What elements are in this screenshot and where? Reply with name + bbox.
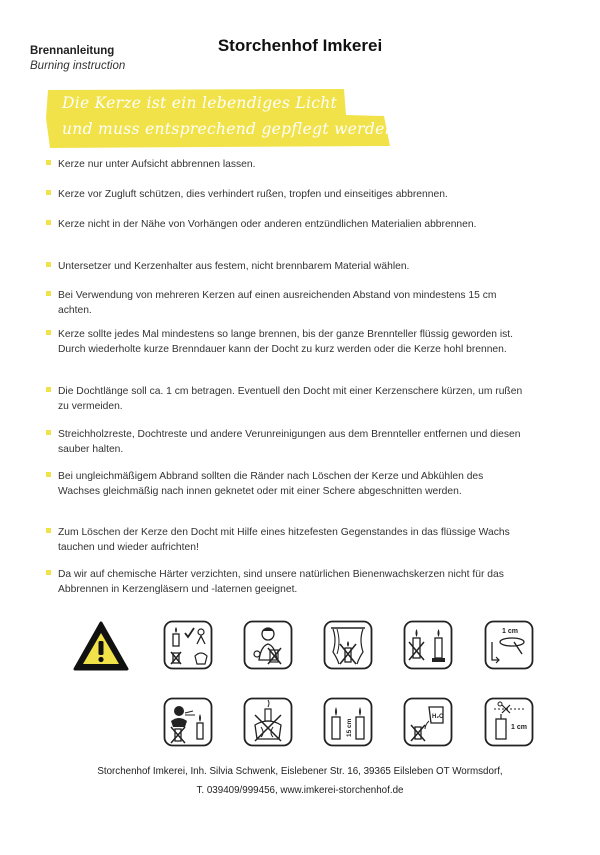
bullet (46, 262, 51, 267)
no-flammable-objects-icon (243, 697, 293, 747)
list-item: Kerze nicht in der Nähe von Vorhängen oder anderen entzündlichen Materialien abbrennen. (58, 217, 528, 232)
list-item: Da wir auf chemische Härter verzichten, sind unsere natürlichen Bienenwachskerzen nicht für das Abbrennen in Kerzengläsern und -laternen geeignet. (58, 567, 528, 597)
wick-length-label: 1 cm (502, 628, 518, 635)
list-item: Die Dochtlänge soll ca. 1 cm betragen. Eventuell den Docht mit einer Kerzenschere kürzen, um rußen zu vermeiden. (58, 384, 528, 414)
list-item: Kerze sollte jedes Mal mindestens so lange brennen, bis der ganze Brennteller flüssig geworden ist. Durch wiederholte kurze Brenndauer kann der Docht zu kurz werden oder die Kerze hohl brennen. (58, 327, 528, 357)
trim-length-label: 1 cm (511, 724, 527, 731)
bullet (46, 330, 51, 335)
bullet (46, 570, 51, 575)
keep-away-children-icon (243, 620, 293, 670)
subtitle-german: Brennanleitung (30, 45, 115, 57)
footer-contact: T. 039409/999456, www.imkerei-storchenhof.de (196, 785, 404, 796)
bullet (46, 430, 51, 435)
subtitle-english: Burning instruction (30, 60, 126, 72)
candle-distance-icon (323, 697, 373, 747)
bullet (46, 190, 51, 195)
wick-length-icon (484, 620, 534, 670)
fireproof-holder-icon (403, 620, 453, 670)
bullet (46, 291, 51, 296)
list-item: Bei Verwendung von mehreren Kerzen auf einen ausreichenden Abstand von mindestens 15 cm achten. (58, 288, 528, 318)
page-title: Storchenhof Imkerei (217, 36, 383, 55)
no-draft-icon (163, 697, 213, 747)
bullet (46, 472, 51, 477)
supervision-icon (163, 620, 213, 670)
list-item: Kerze vor Zugluft schützen, dies verhindert rußen, tropfen und einseitiges abbrennen. (58, 187, 528, 202)
distance-label: 15 cm (346, 718, 353, 737)
curtain-warning-icon (323, 620, 373, 670)
footer-address: Storchenhof Imkerei, Inh. Silvia Schwenk, Eislebener Str. 16, 39365 Eilsleben OT Wormsdorf, (97, 766, 503, 777)
highlight-banner (44, 88, 401, 150)
water-warning-icon (403, 697, 453, 747)
trim-wick-icon (484, 697, 534, 747)
bullet (46, 528, 51, 533)
list-item: Bei ungleichmäßigem Abbrand sollten die Ränder nach Löschen der Kerze und Abkühlen des Wachses gleichmäßig nach innen geknetet oder mit einer Schere abgeschnitten werden. (58, 469, 528, 499)
bullet (46, 220, 51, 225)
list-item: Streichholzreste, Dochtreste und andere Verunreinigungen aus dem Brennteller entfernen und diesen sauber halten. (58, 427, 528, 457)
warning-triangle-icon (73, 620, 129, 672)
bullet (46, 160, 51, 165)
list-item: Kerze nur unter Aufsicht abbrennen lassen. (58, 157, 528, 172)
banner-line-1: Die Kerze ist ein lebendiges Licht (62, 94, 338, 112)
list-item: Untersetzer und Kerzenhalter aus festem, nicht brennbarem Material wählen. (58, 259, 528, 274)
water-label: H₂O (432, 714, 444, 720)
bullet (46, 387, 51, 392)
list-item: Zum Löschen der Kerze den Docht mit Hilfe eines hitzefesten Gegenstandes in das flüssige Wachs tauchen und wieder aufrichten! (58, 525, 528, 555)
banner-line-2: und muss entsprechend gepflegt werden. (62, 120, 401, 138)
